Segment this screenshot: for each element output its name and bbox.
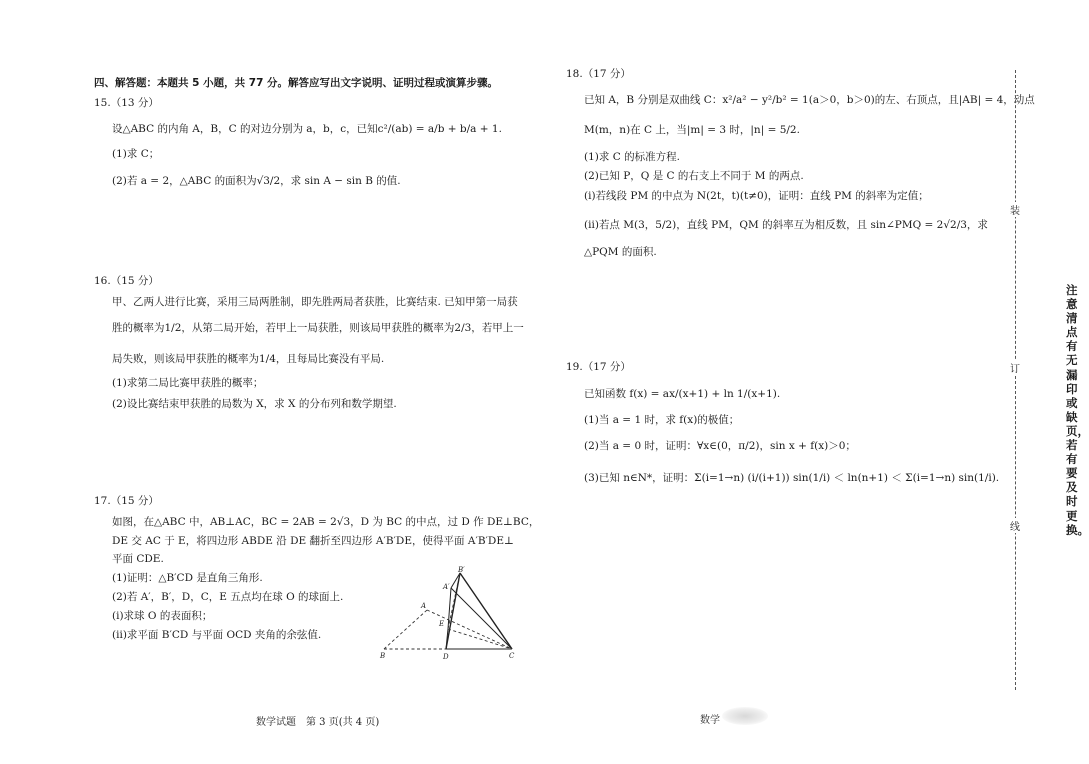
label-b-prime: B′ xyxy=(458,566,465,574)
q19-part1: (1)当 a = 1 时，求 f(x)的极值； xyxy=(584,414,740,426)
q18-part2-ii: (ⅱ)若点 M(3，5/2)，直线 PM，QM 的斜率互为相反数，且 sin∠PMQ = 2√2/3，求 xyxy=(584,219,988,231)
q17-line2: DE 交 AC 于 E，将四边形 ABDE 沿 DE 翻折至四边形 A′B′DE，使得平面 A′B′DE⊥ xyxy=(112,535,514,547)
margin-zhuang: 装 xyxy=(1010,202,1020,217)
q17-line3: 平面 CDE. xyxy=(112,553,164,565)
q17-part2-i: (ⅰ)求球 O 的表面积； xyxy=(112,610,213,622)
q18-part2-i: (ⅰ)若线段 PM 的中点为 N(2t，t)(t≠0)，证明：直线 PM 的斜率为定值； xyxy=(584,190,929,202)
q17-part1: (1)证明：△B′CD 是直角三角形. xyxy=(112,572,263,584)
q16-number: 16.（15 分） xyxy=(94,275,159,287)
binding-dashed-line xyxy=(1015,70,1016,690)
q15-number: 15.（13 分） xyxy=(94,97,159,109)
label-a-prime: A′ xyxy=(443,583,450,591)
footer-page-right: 数学 xyxy=(700,715,720,726)
q16-line1: 甲、乙两人进行比赛，采用三局两胜制，即先胜两局者获胜，比赛结束. 已知甲第一局获 xyxy=(112,296,518,308)
q17-part2-ii: (ⅱ)求平面 B′CD 与平面 OCD 夹角的余弦值. xyxy=(112,629,322,641)
label-d: D xyxy=(443,653,449,661)
q18-line1: 已知 A，B 分别是双曲线 C：x²/a² − y²/b² = 1(a＞0，b＞0)的左、右顶点，且|AB| = 4，动点 xyxy=(584,94,1035,106)
folded-tetrahedron-figure xyxy=(372,566,524,666)
q17-number: 17.（15 分） xyxy=(94,495,159,507)
q16-line2: 胜的概率为1/2，从第二局开始，若甲上一局获胜，则该局甲获胜的概率为2/3，若甲上一 xyxy=(112,322,524,334)
edge-ba-dashed xyxy=(384,610,427,649)
q17-line1: 如图，在△ABC 中，AB⊥AC，BC = 2AB = 2√3，D 为 BC 的中点，过 D 作 DE⊥BC， xyxy=(112,516,540,528)
q15-stem: 设△ABC 的内角 A，B，C 的对边分别为 a，b，c，已知c²/(ab) = a/b + b/a + 1. xyxy=(112,123,502,135)
q19-stem: 已知函数 f(x) = ax/(x+1) + ln 1/(x+1). xyxy=(584,388,781,400)
q15-part1: (1)求 C； xyxy=(112,148,160,160)
margin-vertical-note: 注意清点有无漏印或缺页，若有要及时更换。 xyxy=(1066,283,1089,537)
section-header: 四、解答题：本题共 5 小题，共 77 分。解答应写出文字说明、证明过程或演算步骤。 xyxy=(94,77,499,89)
q18-part2: (2)已知 P，Q 是 C 的右支上不同于 M 的两点. xyxy=(584,170,804,182)
scan-smudge xyxy=(722,707,768,725)
footer-page-left: 数学试题 第 3 页(共 4 页) xyxy=(256,717,380,728)
q18-number: 18.（17 分） xyxy=(566,68,631,80)
margin-xian: 线 xyxy=(1010,518,1020,533)
q16-part1: (1)求第二局比赛甲获胜的概率； xyxy=(112,377,264,389)
q16-part2: (2)设比赛结束甲获胜的局数为 X，求 X 的分布列和数学期望. xyxy=(112,398,397,410)
q19-part3: (3)已知 n∈N*，证明：Σ(i=1→n) (i/(i+1)) sin(1/i) ＜ ln(n+1) ＜ Σ(i=1→n) sin(1/i). xyxy=(584,472,1000,484)
q19-number: 19.（17 分） xyxy=(566,361,631,373)
q16-line3: 局失败，则该局甲获胜的概率为1/4，且每局比赛没有平局. xyxy=(112,353,385,365)
q18-part1: (1)求 C 的标准方程. xyxy=(584,151,680,163)
margin-ding: 订 xyxy=(1010,360,1020,375)
q19-part2: (2)当 a = 0 时，证明：∀x∈(0，π/2)，sin x + f(x)＞0； xyxy=(584,440,856,452)
label-a: A xyxy=(421,602,427,610)
label-e: E xyxy=(439,620,445,628)
edge-b1c xyxy=(460,573,512,649)
q18-line2: M(m，n)在 C 上，当|m| = 3 时，|n| = 5/2. xyxy=(584,124,800,136)
label-c: C xyxy=(509,652,515,660)
q15-part2: (2)若 a = 2，△ABC 的面积为√3/2，求 sin A − sin B 的值. xyxy=(112,175,401,187)
label-b: B xyxy=(380,652,386,660)
q17-part2: (2)若 A′，B′，D，C，E 五点均在球 O 的球面上. xyxy=(112,591,344,603)
q18-part2-ii-end: △PQM 的面积. xyxy=(584,246,657,258)
